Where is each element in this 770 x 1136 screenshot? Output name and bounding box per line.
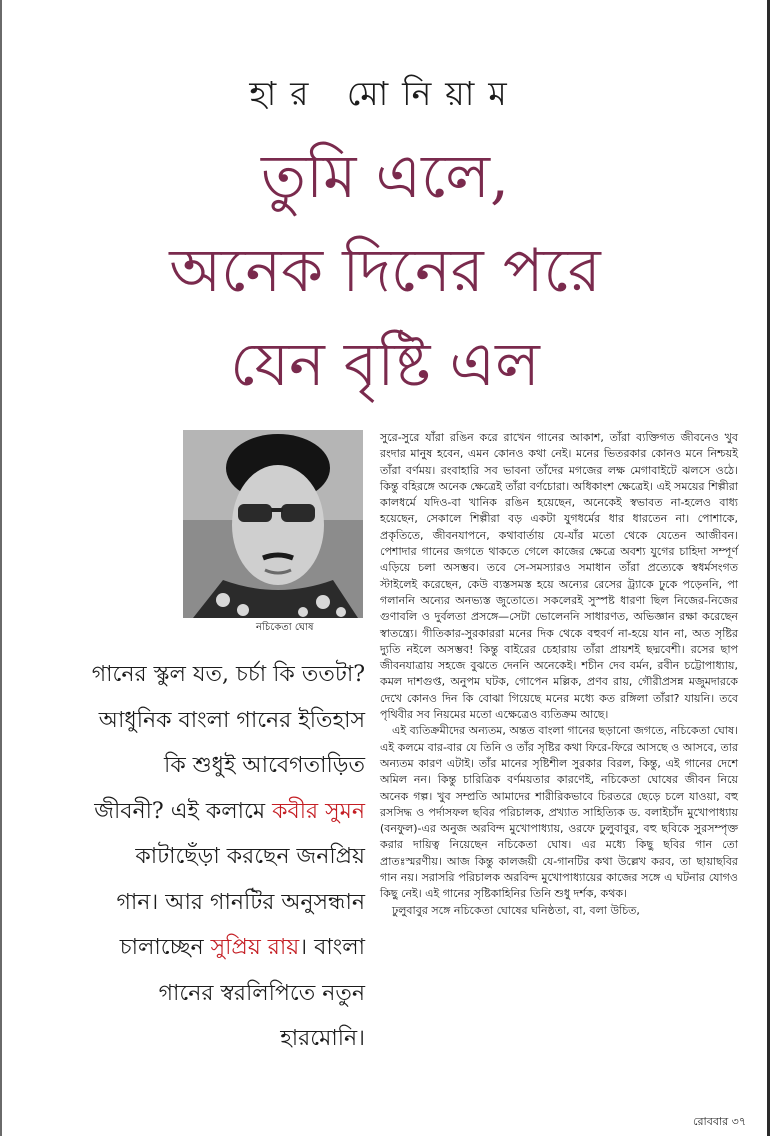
deck-text-2: কাটাছেঁড়া করছেন জনপ্রিয় গান। আর গানটির অনুসন্ধান চালাচ্ছেন [116, 844, 365, 960]
researcher-name: সুপ্রিয় রায় [210, 935, 300, 960]
article-body [380, 430, 738, 919]
headline [60, 130, 710, 412]
author-name: কবীর সুমন [272, 798, 365, 824]
portrait-illustration [183, 430, 363, 618]
section-kicker: হার মোনিয়াম [249, 74, 521, 113]
body-paragraph-2: এই ব্যতিক্রমীদের অন্যতম, অন্তত বাংলা গানের ছড়ানো জগতে, নচিকেতা ঘোষ। এই কলমে বার-বার যে তিনি ও তাঁর সৃষ্টির কথা ফিরে-ফিরে আসছে ও আসবে, তার অন্যতম কারণ এটাই। তাঁর মানের সৃষ্টিশীল সুরকার বিরল, কিন্তু, এই গানের দেশে অমিল নন। কিন্তু চারিত্রিক বর্ণময়তার কারণেই, নচিকেতা ঘোষের জীবন নিয়ে অনেক গল্প। খুব সম্প্রতি আমাদের শারীরিকভাবে চিরতরে ছেড়ে চলে যাওয়া, বহু রসসিদ্ধ ও পর্দাসফল ছবির পরিচালক, প্রখ্যাত সাহিত্যিক ড. বলাইচাঁদ মুখোপাধ্যায় (বনফুল)-এর অনুজ অরবিন্দ মুখোপাধ্যায়, ওরফে ঢুলুবাবুর, বহু ছবিকে সুরসম্পৃক্ত করার দায়িত্ব নিয়েছেন নচিকেতা ঘোষ। এর মধ্যে কিছু ছবির গান তো প্রাতঃস্মরণীয়। আজ কিন্তু কালজয়ী যে-গানটির কথা উল্লেখ করব, তা ছায়াছবির গান নয়। সরাসরি পরিচালক অরবিন্দ মুখোপাধ্যায়ের কাজের সঙ্গে এ ঘটনার যোগও কিছু নেই। এই গানের সৃষ্টিকাহিনির তিনি শুধু দর্শক, কথক। [380, 724, 738, 901]
body-paragraph-1: সুরে-সুরে যাঁরা রঙিন করে রাখেন গানের আকাশ, তাঁরা ব্যক্তিগত জীবনেও খুব রংদার মানুষ হবেন, এমন কোনও কথা নেই। মনের ভিতরকার কোনও মনে নিশ্চয়ই তাঁরা বর্ণময়। রংবাহারি সব ভাবনা তাঁদের মগজের লক্ষ মেগাবাইটে ঝলসে ওঠে। কিন্তু বহিরঙ্গে অনেক ক্ষেত্রেই তাঁরা বর্ণচোরা। অধিকাংশ ক্ষেত্রেই। এই সময়ের শিল্পীরা কালধর্মে যদিও-বা খানিক রঙিন হয়েছেন, অনেকেই স্বভাবত না-হলেও বাধ্য হয়েছেন, সেকালে শিল্পীরা বড় একটা যুগধর্মের ধার ধারতেন না। পোশাকে, প্রকৃতিতে, জীবনযাপনে, কথাবার্তায় যে-যাঁর মতো থেকে যেতেন আজীবন। পেশাদার গানের জগতে থাকতে গেলে কাজের ক্ষেত্রে অবশ্য যুগের চাহিদা সম্পূর্ণ এড়িয়ে চলা অসম্ভব। তবে সে-সমস্যারও সমাধান তাঁরা প্রত্যেকে স্বধর্মসংগত স্টাইলেই করেছেন, কেউ ব্যস্তসমস্ত হয়ে অন্যের রেসের ট্র্যাকে ঢুকে পড়েননি, পা গলাননি অন্যের অনভ্যস্ত জুতোতে। সকলেরই সুস্পষ্ট ধারণা ছিল নিজের-নিজের গুণাবলি ও দুর্বলতা প্রসঙ্গে—সেটা ভোলেননি সাধারণত, অভিজ্ঞান রক্ষা করেছেন স্বাতন্ত্র্যে। গীতিকার-সুরকাররা মনের দিক থেকে বহুবর্ণ না-হয়ে যান না, অত সৃষ্টির দ্যুতি নইলে অসম্ভব! কিন্তু বাইরের চেহারায় তাঁরা প্রায়শই ছদ্মবেশী। রসের ছাপ জীবনযাত্রায় সহজে বুঝতে দেননি অনেকেই। শচীন দেব বর্মন, রবীন চট্টোপাধ্যায়, কমল দাশগুপ্ত, অনুপম ঘটক, গোপেন মল্লিক, প্রণব রায়, গৌরীপ্রসন্ন মজুমদারকে দেখে কোনও দিন কি বোঝা গিয়েছে মনের মধ্যে কত রঙ্গিলা তাঁরা? যায়নি। তবে পৃথিবীর সব নিয়মের মতো এক্ষেত্রেও ব্যতিক্রম আছে। [380, 431, 738, 722]
headline-line-1: তুমি এলে, [260, 142, 510, 212]
photo-caption: নচিকেতা ঘোষ [256, 622, 314, 633]
page-edge-left [0, 0, 2, 1136]
article-deck [90, 652, 365, 1062]
portrait-photo [183, 430, 363, 618]
body-paragraph-3: ঢুলুবাবুর সঙ্গে নচিকেতা ঘোষের ঘনিষ্ঠতা, বা, বলা উচিত, [392, 903, 640, 917]
deck-text-3: । বাংলা গানের স্বরলিপিতে নতুন হারমোনি। [158, 935, 365, 1051]
headline-line-2: অনেক দিনের পরে [169, 236, 601, 306]
deck-text-1: গানের স্কুল যত, চর্চা কি ততটা? আধুনিক বাংলা গানের ইতিহাস কি শুধুই আবেগতাড়িত জীবনী? এই কলামে [91, 662, 365, 824]
headline-line-3: যেন বৃষ্টি এল [230, 330, 540, 400]
page-footer: রোববার ৩৭ [693, 1115, 746, 1128]
